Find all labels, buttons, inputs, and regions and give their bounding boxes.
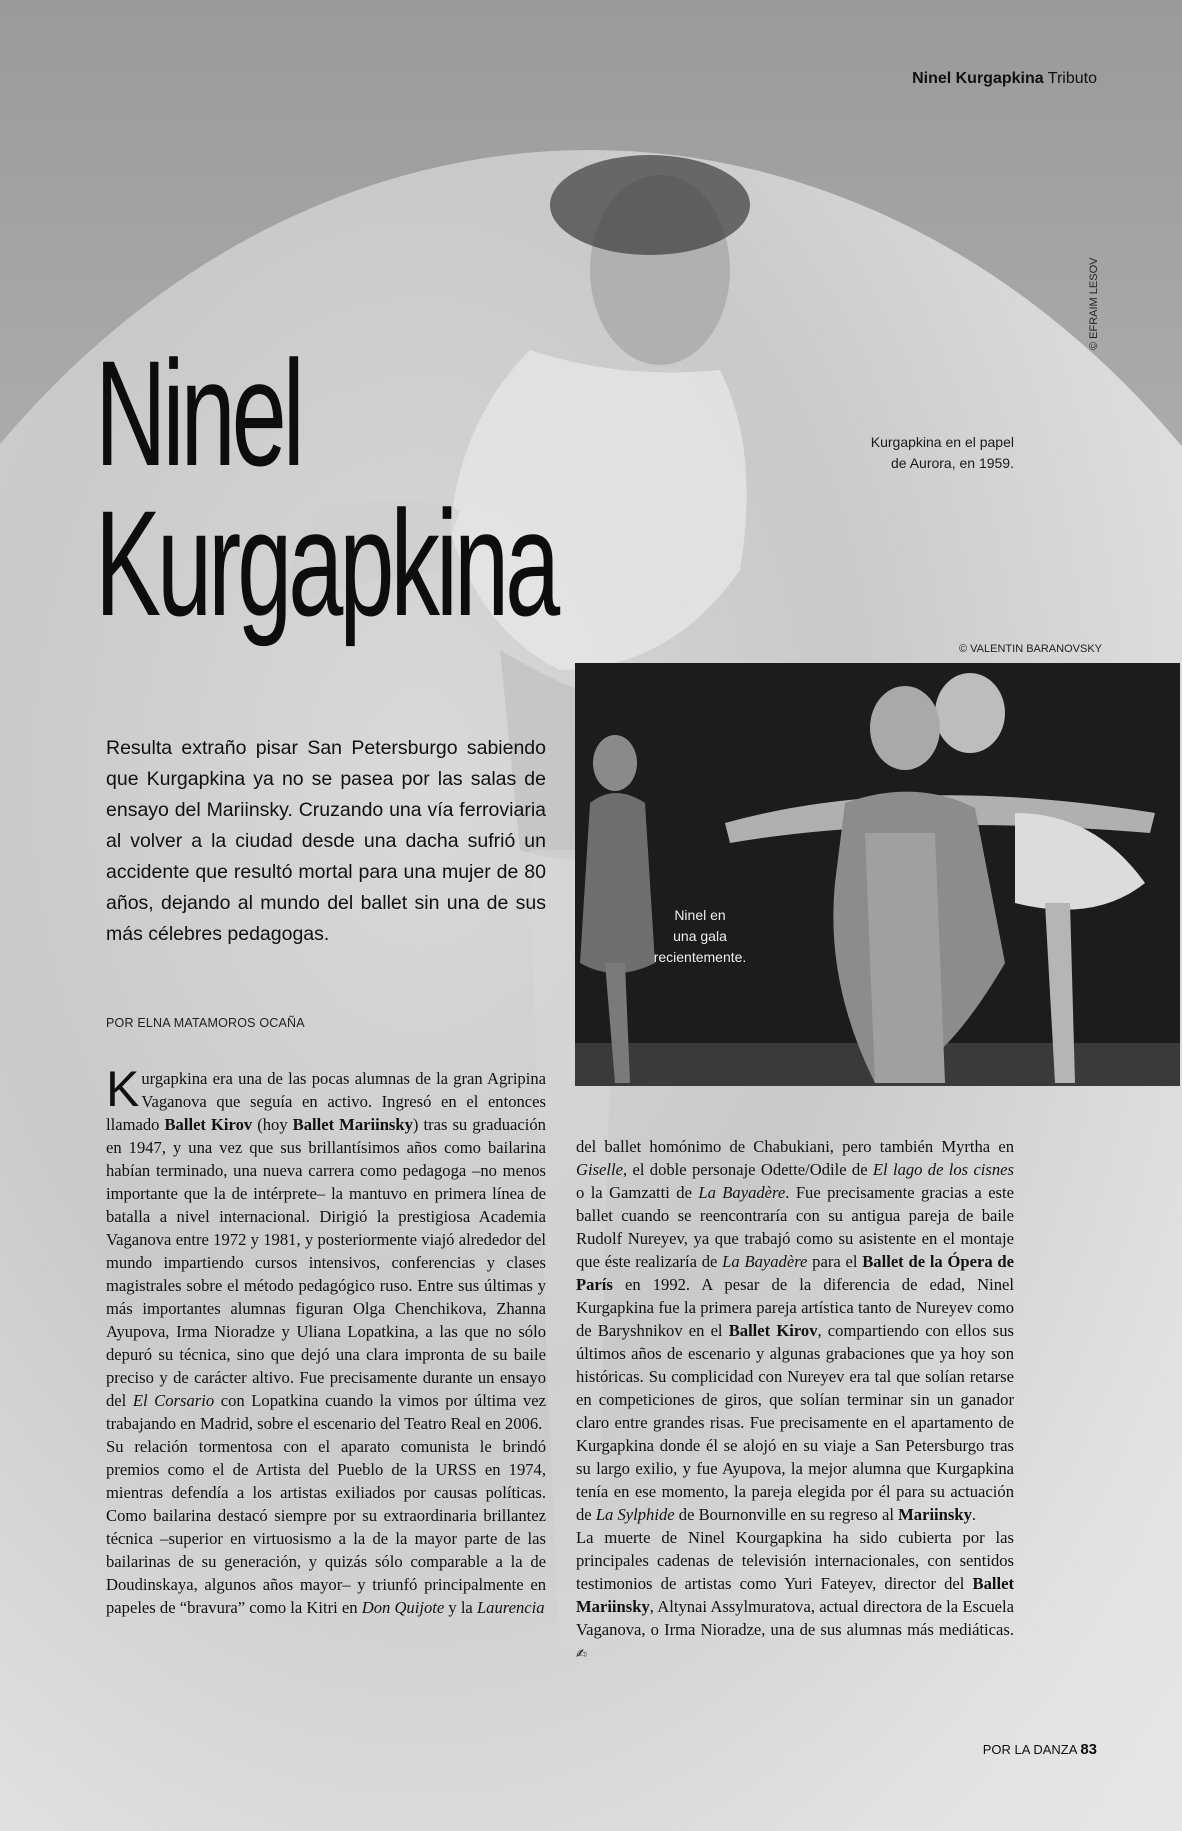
- caption-gala-line-3: recientemente.: [653, 949, 747, 965]
- text-bold: Ballet Kirov: [728, 1321, 818, 1340]
- text-run: de Bournonville en su regreso al: [674, 1505, 899, 1524]
- text-run: , compartiendo con ellos sus últimos años de escenario y algunas grabaciones que ya hoy son históricas. Su complicidad con Nureyev era tal que solían retarse en competiciones de giros, que solían terminar sin un ganador claro entre grandes risas. Fue precisamente en el apartamento de Kurgapkina donde él se alojó en su viaje a San Petersburgo tras su largo exilio, y fue Ayupova, la mejor alumna que Kurgapkina tenía en ese momento, la pareja elegida por él para su actuación de: [576, 1321, 1014, 1524]
- text-italic: Giselle: [576, 1160, 624, 1179]
- body-paragraph-2-start: [106, 1435, 546, 1619]
- drop-cap: K: [106, 1061, 140, 1117]
- text-run: (hoy: [252, 1115, 293, 1134]
- text-run: .: [971, 1505, 977, 1524]
- photo-caption-top: [871, 432, 1014, 474]
- caption-gala-line-1: Ninel en: [674, 907, 726, 923]
- gala-photo-figures: [575, 663, 1180, 1086]
- photo-credit-bottom: © VALENTIN BARANOVSKY: [959, 643, 1102, 655]
- text-run: , el doble personaje Odette/Odile de: [623, 1160, 873, 1179]
- text-run: urgapkina era una de las pocas alumnas de la gran Agripina Vaganova que seguía en activo. Ingresó en el entonces llamado: [106, 1069, 546, 1134]
- text-bold: Ballet Mariinsky: [292, 1115, 413, 1134]
- text-run: La muerte de Ninel Kourgapkina ha sido cubierta por las principales cadenas de televisión internacionales, con sentidos testimonios de artistas como Yuri Fateyev, director del: [576, 1528, 1014, 1593]
- body-paragraph-2-end: [576, 1135, 1014, 1526]
- text-italic: La Sylphide: [595, 1505, 675, 1524]
- text-italic: La Bayadère: [722, 1252, 808, 1271]
- text-bold: Mariinsky: [898, 1505, 972, 1524]
- text-italic: La Bayadère: [698, 1183, 786, 1202]
- text-run: con Lopatkina cuando la vimos por última vez trabajando en Madrid, sobre el escenario del Teatro Real en 2006.: [106, 1391, 547, 1433]
- text-run: en 1992. A pesar de la diferencia de edad, Ninel Kurgapkina fue la primera pareja artística tanto de Nureyev como de Baryshnikov en el: [576, 1275, 1014, 1340]
- byline: POR ELNA MATAMOROS OCAÑA: [106, 1016, 305, 1030]
- text-run: , Altynai Assylmuratova, actual directora de la Escuela Vaganova, o Irma Nioradze, una de sus alumnas más mediáticas.: [576, 1597, 1014, 1639]
- text-italic: Don Quijote: [361, 1598, 445, 1617]
- caption-gala-line-2: una gala: [673, 928, 727, 944]
- article-title: [95, 329, 557, 647]
- body-column-1: [106, 1061, 547, 1619]
- body-paragraph-1: [106, 1061, 547, 1435]
- running-header: [912, 70, 1097, 88]
- text-bold: Ballet de la Ópera de París: [576, 1252, 1014, 1294]
- gala-photo: [575, 663, 1180, 1086]
- text-run: para el: [807, 1252, 863, 1271]
- photo-credit-top: © EFRAIM LESOV: [1088, 257, 1100, 350]
- footer-magazine: POR LA DANZA: [982, 1742, 1077, 1757]
- title-line-1: Ninel: [95, 329, 301, 497]
- lead-paragraph: Resulta extraño pisar San Petersburgo sabiendo que Kurgapkina ya no se pasea por las salas de ensayo del Mariinsky. Cruzando una vía ferroviaria al volver a la ciudad desde una dacha sufrió un accidente que resultó mortal para una mujer de 80 años, dejando al mundo del ballet sin una de sus más célebres pedagogas.: [106, 737, 546, 945]
- text-run: Su relación tormentosa con el aparato comunista le brindó premios como el de Artista del Pueblo de la URSS en 1974, mientras defendía a los artistas exiliados por causas políticas. Como bailarina destacó siempre por su extraordinaria brillantez técnica –superior en virtuosismo a la de la mayor parte de las bailarinas de su generación, y quizás sólo comparable a la de Doudinskaya, algunos años mayor– y triunfó principalmente en papeles de “bravura” como la Kitri en: [106, 1437, 546, 1617]
- text-italic: Laurencia: [476, 1598, 545, 1617]
- text-bold: Ballet Mariinsky: [576, 1574, 1014, 1616]
- text-bold: Ballet Kirov: [164, 1115, 253, 1134]
- body-column-2: [576, 1135, 1014, 1666]
- caption-top-line-2: de Aurora, en 1959.: [891, 455, 1014, 471]
- page-number: 83: [1080, 1741, 1097, 1758]
- text-run: o la Gamzatti de: [576, 1183, 699, 1202]
- text-italic: El Corsario: [132, 1391, 215, 1410]
- photo-caption-gala: [645, 905, 755, 968]
- running-header-section: Tributo: [1047, 70, 1097, 87]
- text-run: . Fue precisamente gracias a este ballet cuando se reencontraría con su antigua pareja de baile Rudolf Nureyev, ya que trabajó como su asistente en el montaje que éste realizaría de: [576, 1183, 1014, 1271]
- body-paragraph-3: [576, 1526, 1014, 1666]
- text-run: y la: [444, 1598, 477, 1617]
- text-run: ) tras su graduación en 1947, y una vez que sus brillantísimos años como bailarina habían terminado, una nueva carrera como pedagoga –no menos importante que la de intérprete– la mantuvo en primera línea de batalla a nivel internacional. Dirigió la prestigiosa Academia Vaganova entre 1972 y 1981, y posteriormente viajó alrededor del mundo impartiendo cursos intensivos, conferencias y clases magistrales sobre el método pedagógico ruso. Entre sus últimas y más importantes alumnas figuran Olga Chenchikova, Zhanna Ayupova, Irma Nioradze y Uliana Lopatkina, a las que no sólo depuró su técnica, sino que dejó una clara impronta de su baile preciso y de carácter altivo. Fue precisamente durante un ensayo del: [106, 1115, 546, 1410]
- caption-top-line-1: Kurgapkina en el papel: [870, 434, 1014, 450]
- running-header-name: Ninel Kurgapkina: [912, 70, 1044, 87]
- end-mark-icon: ✍: [576, 1647, 587, 1662]
- text-run: del ballet homónimo de Chabukiani, pero también Myrtha en: [576, 1137, 1014, 1156]
- page-footer: [983, 1741, 1097, 1758]
- text-italic: El lago de los cisnes: [872, 1160, 1014, 1179]
- title-line-2: Kurgapkina: [95, 479, 557, 647]
